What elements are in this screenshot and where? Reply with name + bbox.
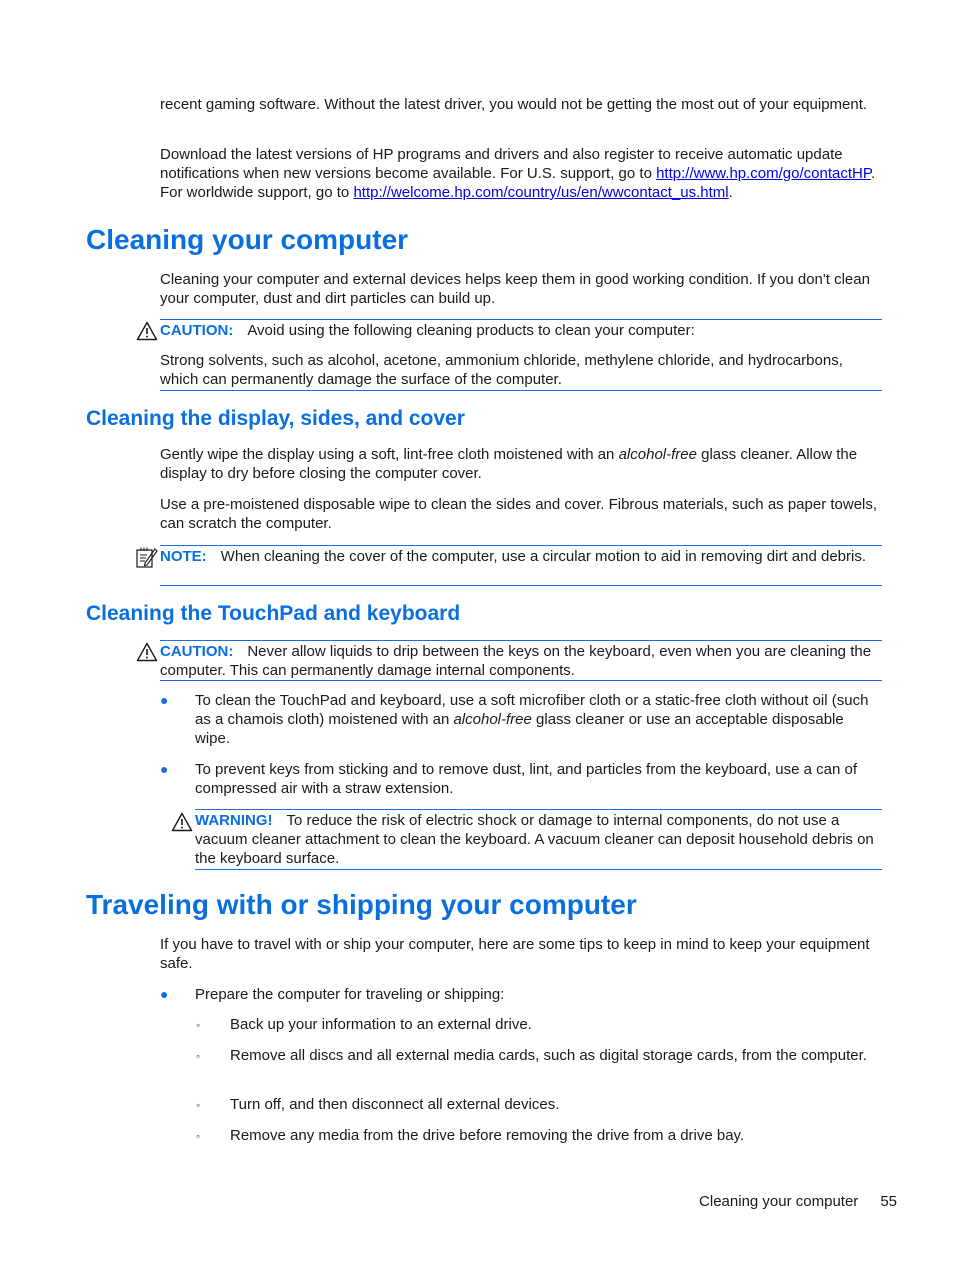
note-line	[160, 546, 882, 566]
bullet-marker: ●	[160, 761, 169, 777]
caution-icon	[136, 321, 158, 341]
bullet1-text-emphasis: alcohol-free	[453, 711, 532, 728]
caution-label: CAUTION:	[160, 322, 234, 339]
caution-icon	[136, 642, 158, 662]
caution-label: CAUTION:	[160, 643, 234, 660]
caution-text: Never allow liquids to drip between the keys on the keyboard, even when you are cleaning the computer. This can permanently damage internal components.	[160, 643, 872, 679]
traveling-sub-item: Remove any media from the drive before removing the drive from a drive bay.	[230, 1127, 745, 1144]
note-icon	[135, 546, 159, 570]
caution-box-cleaning	[160, 319, 882, 391]
display-text-b: glass cleaner. Allow the display to dry before closing the computer cover.	[160, 446, 858, 482]
traveling-bullet-1: Prepare the computer for traveling or shipping:	[195, 986, 505, 1003]
caution-text-detail: Strong solvents, such as alcohol, acetone, ammonium chloride, methylene chloride, and hydrocarbons, which can permanently damage the surface of the computer.	[160, 352, 843, 388]
cleaning-paragraph: Cleaning your computer and external devices helps keep them in good working condition. If you don't clean your computer, dust and dirt particles can build up.	[160, 271, 870, 307]
sub-bullet-marker: ◦	[196, 1129, 201, 1143]
intro-text-b: . For worldwide support, go to	[160, 165, 876, 201]
bullet-marker: ●	[160, 692, 169, 708]
intro-text-c: .	[728, 184, 733, 201]
warning-label: WARNING!	[195, 812, 273, 829]
warning-line	[195, 810, 882, 868]
caution-line	[160, 320, 882, 340]
note-box-display	[160, 545, 882, 586]
intro-text-a: Download the latest versions of HP programs and drivers and also register to receive automatic update notifications when new versions become available. For U.S. support, go to	[160, 146, 843, 182]
display-paragraph-2: Use a pre-moistened disposable wipe to clean the sides and cover. Fibrous materials, such as paper towels, can scratch the computer.	[160, 496, 878, 532]
caution-box-touchpad	[160, 640, 882, 681]
display-text-emphasis: alcohol-free	[618, 446, 697, 463]
page-number: 55	[880, 1193, 897, 1210]
touchpad-bullet-2: To prevent keys from sticking and to remove dust, lint, and particles from the keyboard, use a can of compressed air with a straw extension.	[195, 761, 857, 797]
sub-bullet-marker: ◦	[196, 1098, 201, 1112]
warning-box-touchpad	[195, 809, 882, 870]
traveling-paragraph: If you have to travel with or ship your computer, here are some tips to keep in mind to keep your equipment safe.	[160, 936, 870, 972]
traveling-sub-item: Turn off, and then disconnect all external devices.	[230, 1096, 560, 1113]
worldwide-support-link[interactable]: http://welcome.hp.com/country/us/en/wwcontact_us.html	[353, 184, 729, 201]
touchpad-bullet-1	[195, 691, 882, 748]
note-text: When cleaning the cover of the computer, use a circular motion to aid in removing dirt and debris.	[220, 548, 867, 565]
heading-display: Cleaning the display, sides, and cover	[86, 407, 465, 430]
heading-traveling: Traveling with or shipping your computer	[86, 889, 637, 920]
caution-line	[160, 641, 882, 680]
us-support-link[interactable]: http://www.hp.com/go/contactHP	[656, 165, 871, 182]
intro-paragraph-2	[160, 145, 882, 202]
note-label: NOTE:	[160, 548, 207, 565]
heading-touchpad: Cleaning the TouchPad and keyboard	[86, 602, 461, 625]
traveling-sub-item: Back up your information to an external drive.	[230, 1016, 532, 1033]
sub-bullet-marker: ◦	[196, 1018, 201, 1032]
intro-paragraph-1: recent gaming software. Without the latest driver, you would not be getting the most out of your equipment.	[160, 96, 868, 113]
traveling-sub-item: Remove all discs and all external media cards, such as digital storage cards, from the computer.	[230, 1047, 867, 1064]
bullet1-text-a: To clean the TouchPad and keyboard, use a soft microfiber cloth or a static-free cloth without oil (such as a chamois cloth) moistened with an	[195, 692, 869, 728]
warning-icon	[171, 812, 193, 832]
caution-text: Avoid using the following cleaning products to clean your computer:	[247, 322, 695, 339]
bullet1-text-b: glass cleaner or use an acceptable disposable wipe.	[195, 711, 844, 747]
display-text-a: Gently wipe the display using a soft, lint-free cloth moistened with an	[160, 446, 619, 463]
bullet-marker: ●	[160, 986, 169, 1002]
display-paragraph-1	[160, 445, 882, 483]
footer-section-title: Cleaning your computer	[699, 1193, 859, 1210]
warning-text: To reduce the risk of electric shock or damage to internal components, do not use a vacuum cleaner attachment to clean the keyboard. A vacuum cleaner can deposit household debris on the keyboard surface.	[195, 812, 874, 867]
page-footer	[699, 1192, 897, 1211]
heading-cleaning: Cleaning your computer	[86, 224, 409, 255]
sub-bullet-marker: ◦	[196, 1049, 201, 1063]
